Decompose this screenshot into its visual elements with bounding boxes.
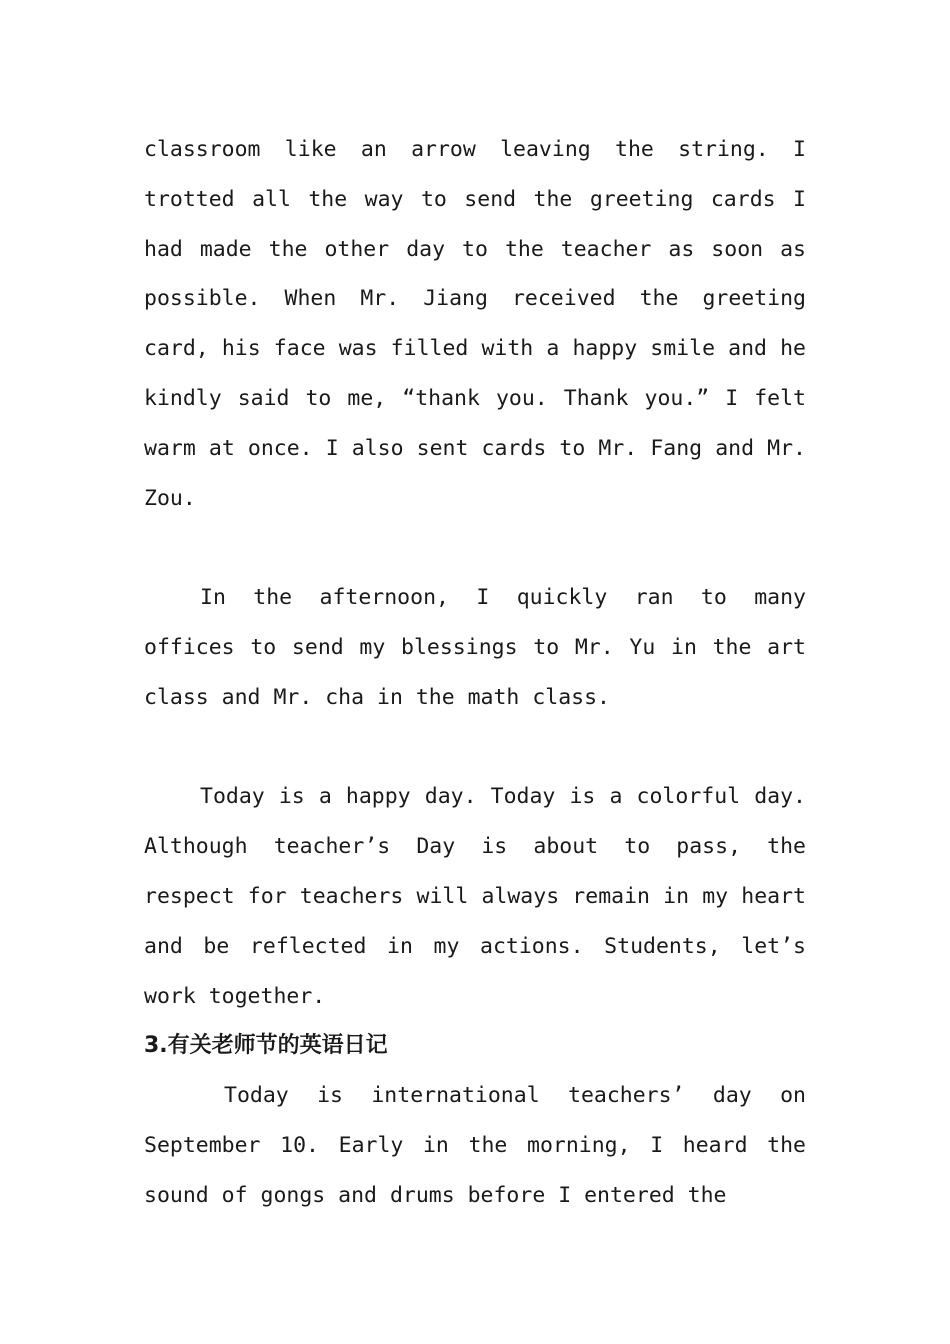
paragraph-gap: [144, 723, 806, 773]
section-heading: 3.有关老师节的英语日记: [144, 1033, 388, 1059]
paragraph-gap: [144, 523, 806, 573]
document-body: [144, 125, 806, 1221]
paragraph-section-start: Today is international teachers’ day on September 10. Early in the morning, I heard the sound of gongs and drums before I entered the: [144, 1083, 806, 1208]
paragraph-continuation: classroom like an arrow leaving the string. I trotted all the way to send the greeting cards I had made the other day to the teacher as soon as possible. When Mr. Jiang received the greeting card, his face was filled with a happy smile and he kindly said to me, “thank you. Thank you.” I felt warm at once. I also sent cards to Mr. Fang and Mr. Zou.: [144, 137, 806, 511]
paragraph-afternoon: In the afternoon, I quickly ran to many offices to send my blessings to Mr. Yu in the art class and Mr. cha in the math class.: [144, 585, 806, 710]
paragraph-conclusion: Today is a happy day. Today is a colorful day. Although teacher’s Day is about to pass, the respect for teachers will always remain in my heart and be reflected in my actions. Students, let’s work together.: [144, 784, 806, 1009]
